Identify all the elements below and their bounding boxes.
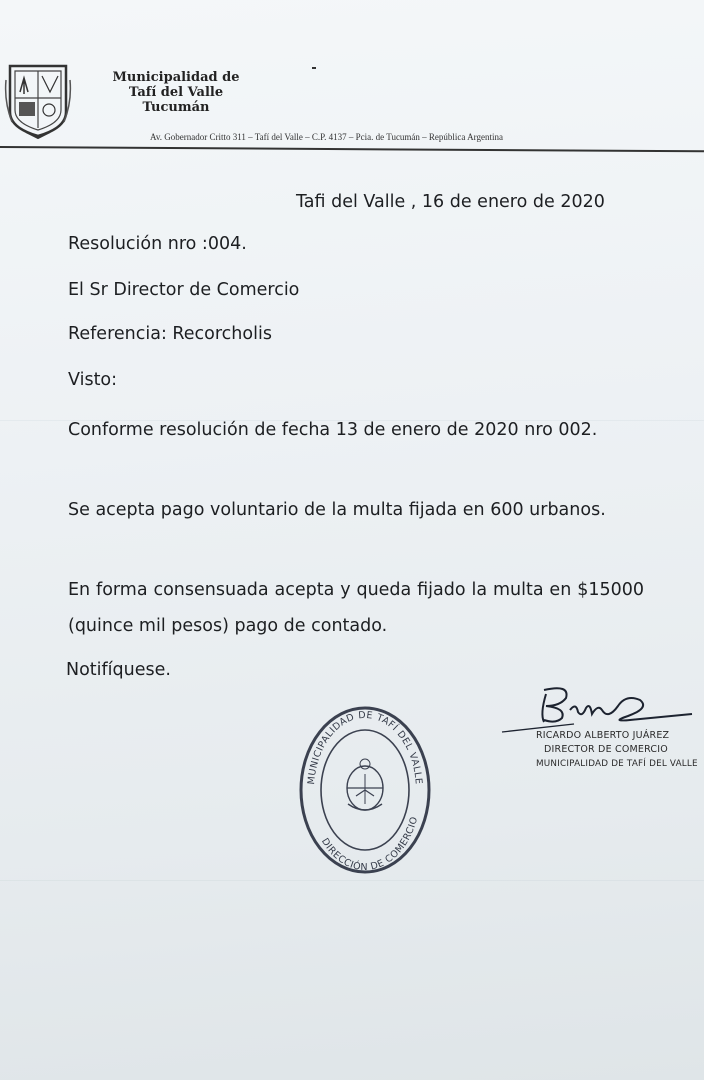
official-stamp — [296, 704, 434, 876]
paper-crease — [0, 880, 704, 881]
paragraph-payment: Se acepta pago voluntario de la multa fijada en 600 urbanos. — [68, 500, 606, 520]
svg-text:DIRECCIÓN DE COMERCIO — [319, 815, 420, 873]
stamp-bottom-text: DIRECCIÓN DE COMERCIO — [318, 815, 421, 874]
paragraph-resolution: Conforme resolución de fecha 13 de enero de 2020 nro 002. — [68, 420, 598, 440]
municipality-line1: Municipalidad de — [112, 70, 240, 85]
stamp-top-text: MUNICIPALIDAD DE TAFÍ DEL VALLE — [306, 709, 424, 786]
closing: Notifíquese. — [66, 660, 171, 680]
mark — [312, 67, 316, 69]
resolution-number: Resolución nro :004. — [68, 234, 247, 254]
letterhead-address: Av. Gobernador Critto 311 – Tafí del Valle – C.P. 4137 – Pcia. de Tucumán – República Argentina — [150, 132, 503, 142]
addressee: El Sr Director de Comercio — [68, 280, 300, 300]
municipality-line3: Tucumán — [142, 100, 210, 115]
signature-block — [500, 680, 700, 780]
signatory-organization: MUNICIPALIDAD DE TAFÍ DEL VALLE — [536, 759, 698, 769]
argentine-shield-icon — [347, 759, 383, 810]
municipality-line2: Tafí del Valle — [128, 85, 224, 100]
document-date: Tafi del Valle , 16 de enero de 2020 — [296, 192, 605, 212]
reference: Referencia: Recorcholis — [68, 324, 272, 344]
municipality-name — [96, 70, 256, 115]
handwritten-signature — [500, 680, 700, 734]
signatory-name: RICARDO ALBERTO JUÁREZ — [536, 730, 670, 741]
paragraph-fine: En forma consensuada acepta y queda fijado la multa en $15000 (quince mil pesos) pago de contado. — [68, 580, 644, 636]
visto-heading: Visto: — [68, 370, 118, 390]
letterhead — [0, 0, 704, 160]
coat-of-arms-icon — [4, 62, 72, 140]
signatory-title: DIRECTOR DE COMERCIO — [544, 744, 668, 755]
svg-text:MUNICIPALIDAD DE TAFÍ DEL VALL — [306, 710, 424, 785]
header-divider — [0, 146, 704, 152]
